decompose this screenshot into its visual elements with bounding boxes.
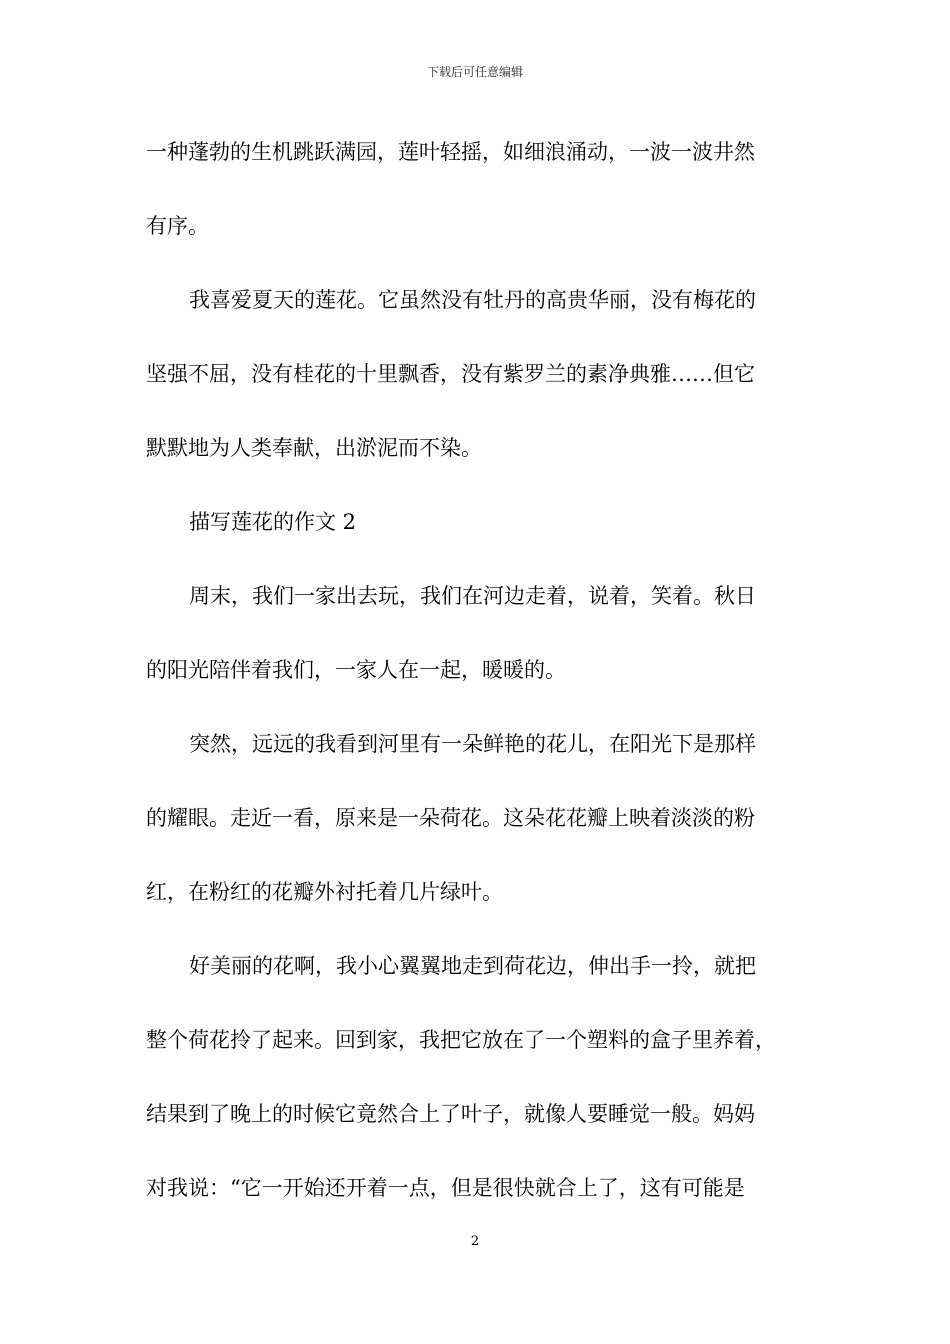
text-line: 坚强不屈，没有桂花的十里飘香，没有紫罗兰的素净典雅……但它	[146, 362, 755, 386]
text-line: 默默地为人类奉献，出淤泥而不染。	[146, 436, 482, 460]
text-line: 好美丽的花啊，我小心翼翼地走到荷花边，伸出手一拎，就把	[189, 954, 756, 978]
text-line: 有序。	[146, 214, 209, 238]
text-line: 的耀眼。走近一看，原来是一朵荷花。这朵花花瓣上映着淡淡的粉	[146, 806, 755, 830]
page-number: 2	[470, 1234, 480, 1249]
text-line: 我喜爱夏天的莲花。它虽然没有牡丹的高贵华丽，没有梅花的	[189, 288, 756, 312]
text-line: 周末，我们一家出去玩，我们在河边走着，说着，笑着。秋日	[189, 584, 756, 608]
text-line: 一种蓬勃的生机跳跃满园，莲叶轻摇，如细浪涌动，一波一波井然	[146, 140, 755, 164]
page-header: 下载后可任意编辑	[426, 65, 523, 79]
text-line: 红，在粉红的花瓣外衬托着几片绿叶。	[146, 880, 503, 904]
text-line: 结果到了晚上的时候它竟然合上了叶子，就像人要睡觉一般。妈妈	[146, 1102, 755, 1126]
text-line: 突然，远远的我看到河里有一朵鲜艳的花儿，在阳光下是那样	[189, 732, 756, 756]
text-line: 对我说：“它一开始还开着一点，但是很快就合上了，这有可能是	[146, 1176, 745, 1200]
text-line: 的阳光陪伴着我们，一家人在一起，暖暖的。	[146, 658, 566, 682]
text-line: 整个荷花拎了起来。回到家，我把它放在了一个塑料的盒子里养着，	[146, 1028, 776, 1052]
section-heading: 描写莲花的作文 2	[189, 510, 357, 534]
